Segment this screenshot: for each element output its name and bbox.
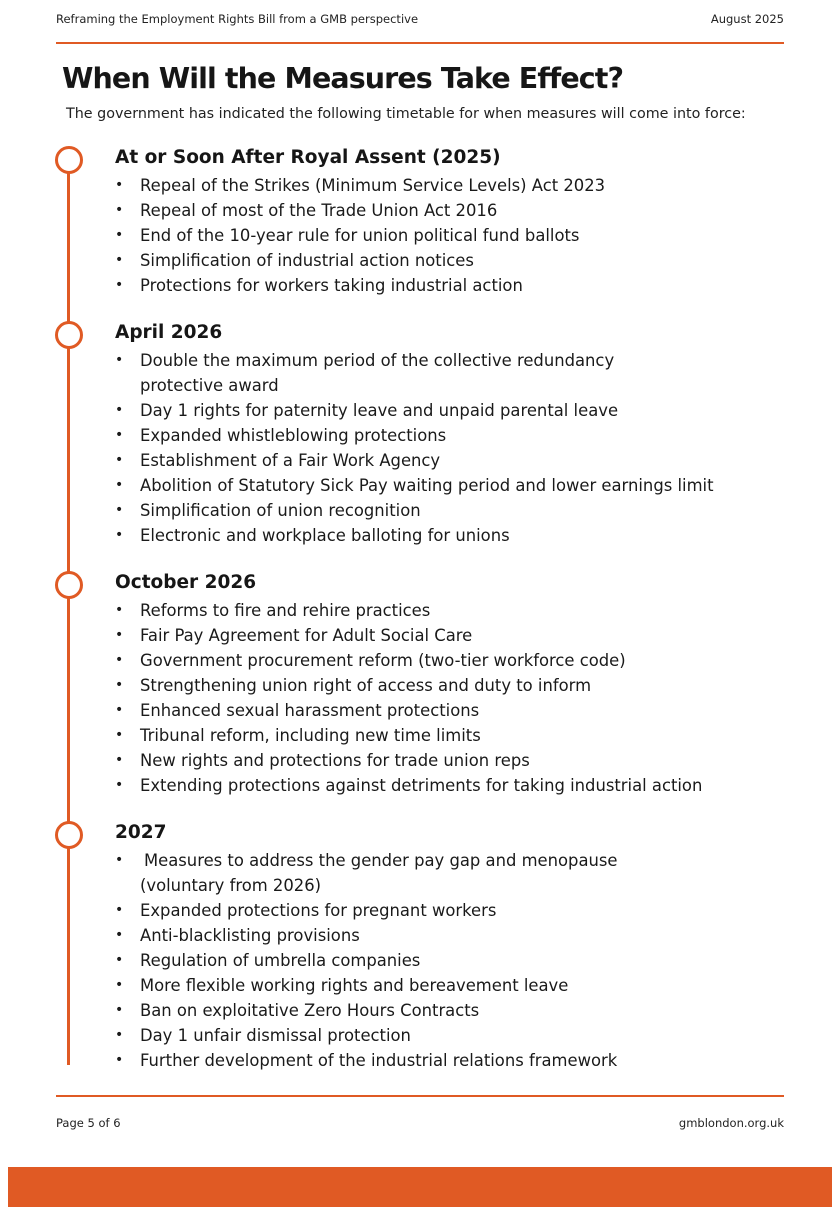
footer-color-band	[8, 1167, 832, 1207]
section-list-royal-assent	[115, 173, 605, 298]
list-item: • Simplification of industrial action notices	[115, 248, 605, 273]
section-title-2027: 2027	[115, 822, 167, 843]
timeline-line	[67, 160, 70, 1065]
list-item-line-continued: protective award	[140, 376, 279, 395]
list-item: • Ban on exploitative Zero Hours Contracts	[115, 998, 618, 1023]
list-item: • Strengthening union right of access and duty to inform	[115, 673, 702, 698]
timeline-node-april-2026	[55, 321, 83, 349]
list-item: • More flexible working rights and bereavement leave	[115, 973, 618, 998]
page-header	[56, 12, 784, 26]
list-item: • Day 1 unfair dismissal protection	[115, 1023, 618, 1048]
page-number: Page 5 of 6	[56, 1116, 121, 1130]
list-item: • Protections for workers taking industrial action	[115, 273, 605, 298]
list-item: • Extending protections against detriments for taking industrial action	[115, 773, 702, 798]
section-list-october-2026	[115, 598, 702, 798]
list-item: • Repeal of most of the Trade Union Act 2016	[115, 198, 605, 223]
timeline-node-october-2026	[55, 571, 83, 599]
list-item: • Enhanced sexual harassment protections	[115, 698, 702, 723]
section-list-april-2026	[115, 348, 714, 548]
list-item: • Establishment of a Fair Work Agency	[115, 448, 714, 473]
timeline-node-2025	[55, 146, 83, 174]
document-date: August 2025	[710, 12, 784, 26]
timeline-node-2027	[55, 821, 83, 849]
list-item: • Repeal of the Strikes (Minimum Service Levels) Act 2023	[115, 173, 605, 198]
list-item: • Regulation of umbrella companies	[115, 948, 618, 973]
page-title: When Will the Measures Take Effect?	[62, 62, 624, 95]
header-divider	[56, 42, 784, 44]
list-item: • Abolition of Statutory Sick Pay waiting period and lower earnings limit	[115, 473, 714, 498]
list-item	[115, 348, 714, 398]
list-item: • Government procurement reform (two-tier workforce code)	[115, 648, 702, 673]
list-item: • Simplification of union recognition	[115, 498, 714, 523]
list-item: • Expanded protections for pregnant workers	[115, 898, 618, 923]
list-item-line: Measures to address the gender pay gap and menopause	[144, 851, 618, 870]
document-title: Reframing the Employment Rights Bill from a GMB perspective	[56, 12, 419, 26]
list-item: • Fair Pay Agreement for Adult Social Care	[115, 623, 702, 648]
list-item: • Reforms to fire and rehire practices	[115, 598, 702, 623]
list-item: • Expanded whistleblowing protections	[115, 423, 714, 448]
list-item: • Further development of the industrial relations framework	[115, 1048, 618, 1073]
list-item: • Anti-blacklisting provisions	[115, 923, 618, 948]
section-title-april-2026: April 2026	[115, 322, 223, 343]
website-link[interactable]: gmblondon.org.uk	[678, 1116, 784, 1130]
section-title-october-2026: October 2026	[115, 572, 257, 593]
page-footer	[56, 1116, 784, 1130]
list-item-line: Double the maximum period of the collective redundancy	[140, 351, 615, 370]
section-list-2027	[115, 848, 618, 1073]
footer-divider	[56, 1095, 784, 1097]
list-item: • End of the 10-year rule for union political fund ballots	[115, 223, 605, 248]
list-item: • Day 1 rights for paternity leave and unpaid parental leave	[115, 398, 714, 423]
intro-text: The government has indicated the following timetable for when measures will come into force:	[66, 106, 746, 122]
section-title-royal-assent: At or Soon After Royal Assent (2025)	[115, 147, 501, 168]
list-item: • Tribunal reform, including new time limits	[115, 723, 702, 748]
list-item: • Electronic and workplace balloting for unions	[115, 523, 714, 548]
list-item: • New rights and protections for trade union reps	[115, 748, 702, 773]
list-item-line-continued: (voluntary from 2026)	[140, 876, 322, 895]
list-item	[115, 848, 618, 898]
